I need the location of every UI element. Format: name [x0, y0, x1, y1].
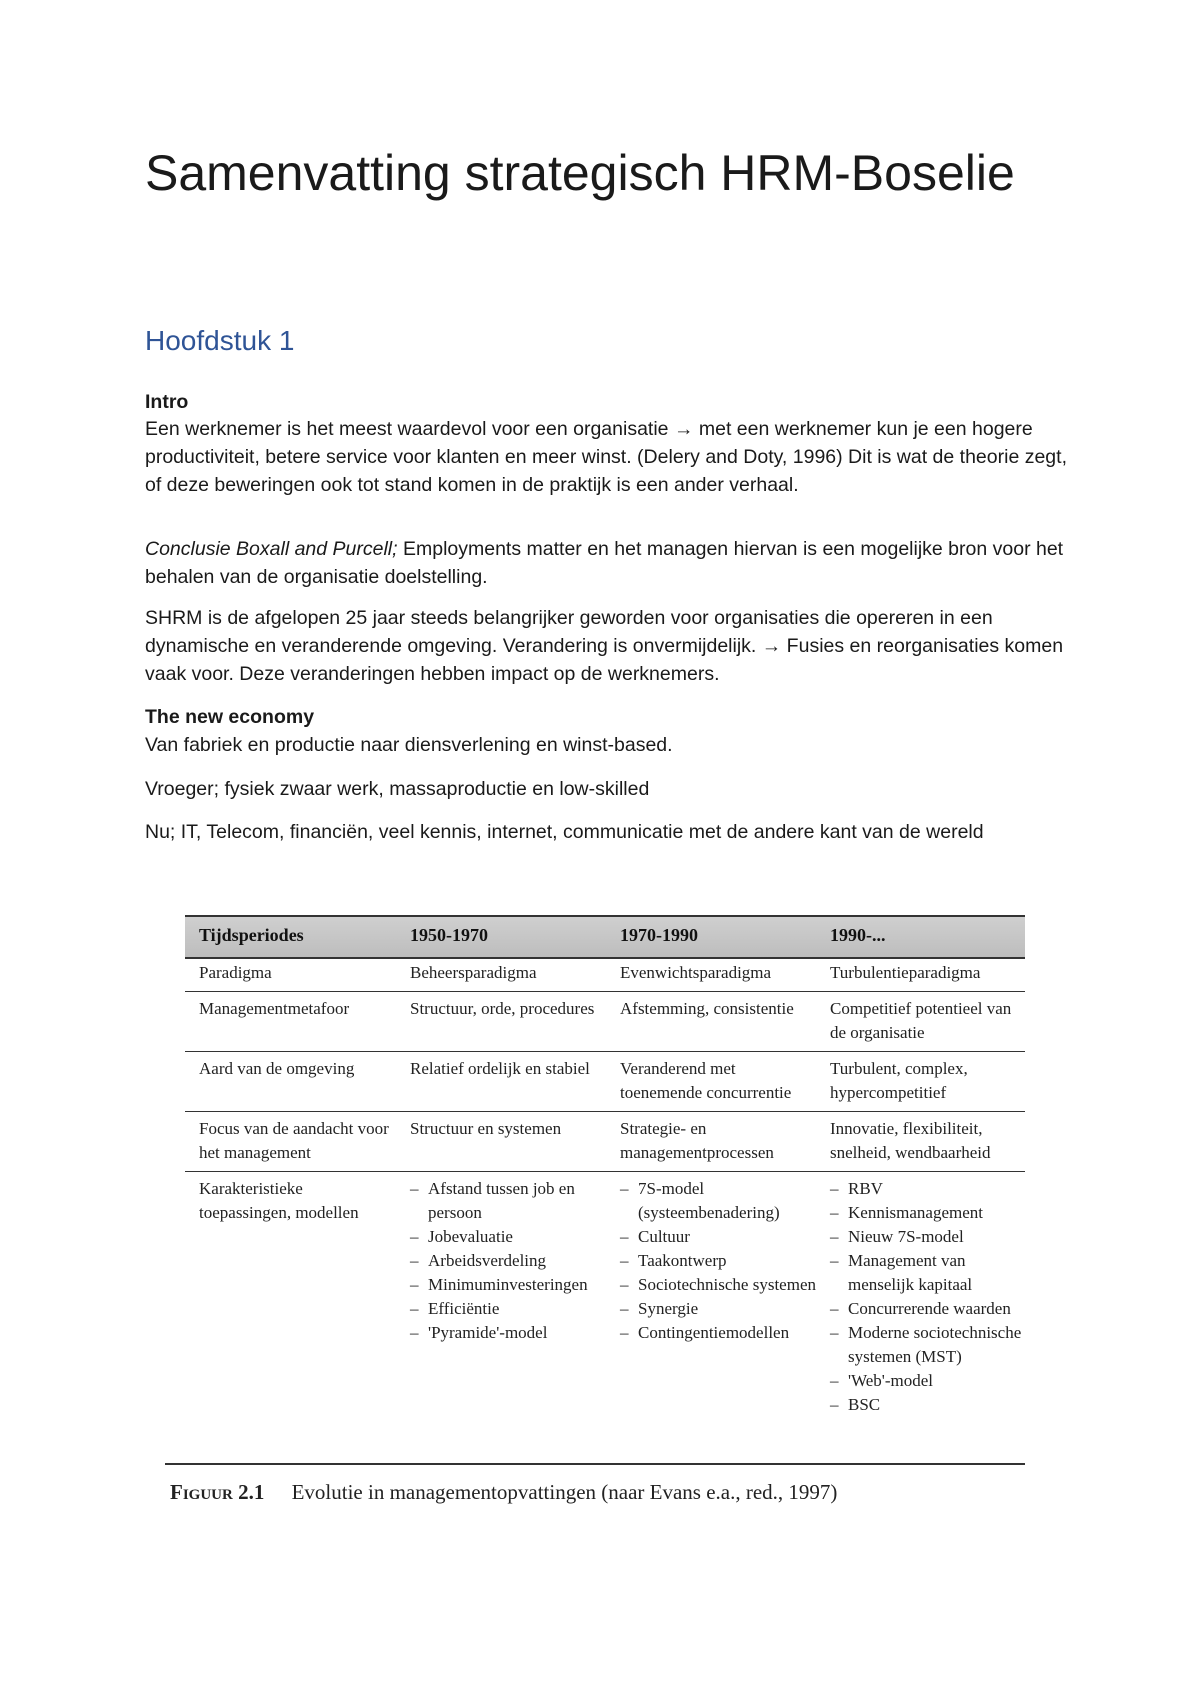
economy-paragraph-2: Vroeger; fysiek zwaar werk, massaproductie en low-skilled — [145, 778, 650, 800]
model-list-item: – BSC — [830, 1393, 1025, 1417]
model-list-item: – Kennismanagement — [830, 1201, 1025, 1225]
row-label: Paradigma — [199, 963, 272, 982]
table-divider — [185, 1171, 1025, 1172]
document-title: Samenvatting strategisch HRM-Boselie — [145, 145, 1015, 201]
model-list-item: – Moderne sociotechnische systemen (MST) — [830, 1321, 1025, 1369]
economy-heading: The new economy — [145, 706, 315, 728]
intro-paragraph-2-italic: Conclusie Boxall and Purcell; — [145, 538, 398, 560]
model-list-item: – RBV — [830, 1177, 1025, 1201]
model-list-item: – 'Web'-model — [830, 1369, 1025, 1393]
table-cell: Strategie- en managementprocessen — [620, 1119, 774, 1162]
intro-paragraph-1: Een werknemer is het meest waardevol voor een organisatie → met een werknemer kun je een hogere productiviteit, betere service voor klanten en meer winst. (Delery and Doty, 1996) Dit is wat de theorie zegt, of deze beweringen ook tot stand komen in de praktijk is een ander verhaal. — [145, 418, 1067, 496]
chapter-heading: Hoofdstuk 1 — [145, 325, 295, 356]
intro-paragraph-2 — [145, 535, 1075, 591]
figure-bottom-rule — [165, 1463, 1025, 1465]
figure-caption — [170, 1480, 837, 1505]
table-cell: Structuur, orde, procedures — [410, 999, 595, 1018]
figure-caption-label: Figuur 2.1 — [170, 1480, 265, 1504]
row-label: Karakteristieke toepassingen, modellen — [199, 1179, 359, 1222]
table-divider — [185, 1111, 1025, 1112]
models-list — [620, 1177, 820, 1345]
table-cell: Relatief ordelijk en stabiel — [410, 1059, 590, 1078]
models-list — [830, 1177, 1025, 1417]
model-list-item: – 'Pyramide'-model — [410, 1321, 610, 1345]
intro-paragraph-3: SHRM is de afgelopen 25 jaar steeds belangrijker geworden voor organisaties die opereren in een dynamische en veranderende omgeving. Verandering is onvermijdelijk. → Fusies en reorganisaties komen vaak voor. Deze veranderingen hebben impact op de werknemers. — [145, 607, 1064, 685]
table-cell: Evenwichtsparadigma — [620, 963, 772, 982]
header-1970-1990: 1970-1990 — [620, 925, 698, 945]
model-list-item: – Cultuur — [620, 1225, 820, 1249]
row-label: Managementmetafoor — [199, 999, 350, 1018]
intro-heading: Intro — [145, 391, 189, 413]
table-cell: Turbulentieparadigma — [830, 963, 981, 982]
header-periods: Tijdsperiodes — [199, 925, 304, 945]
model-list-item: – Efficiëntie — [410, 1297, 610, 1321]
applications-list-1970 — [620, 1177, 820, 1345]
figure-caption-text: Evolutie in managementopvattingen (naar Evans e.a., red., 1997) — [291, 1480, 838, 1504]
model-list-item: – Nieuw 7S-model — [830, 1225, 1025, 1249]
table-cell: Structuur en systemen — [410, 1119, 562, 1138]
table-cell: Beheersparadigma — [410, 963, 537, 982]
model-list-item: – Afstand tussen job en persoon — [410, 1177, 610, 1225]
table-divider — [185, 1051, 1025, 1052]
economy-paragraph-1: Van fabriek en productie naar diensverlening en winst-based. — [145, 734, 673, 756]
model-list-item: – 7S-model (systeembenadering) — [620, 1177, 820, 1225]
table-cell: Competitief potentieel van de organisatie — [830, 999, 1012, 1042]
table-cell: Innovatie, flexibiliteit, snelheid, wendbaarheid — [830, 1119, 991, 1162]
table-divider — [185, 991, 1025, 992]
header-1990: 1990-... — [830, 925, 886, 945]
model-list-item: – Management van menselijk kapitaal — [830, 1249, 1025, 1297]
model-list-item: – Contingentiemodellen — [620, 1321, 820, 1345]
figure-table-header — [185, 915, 1025, 959]
table-cell: Veranderend met toenemende concurrentie — [620, 1059, 792, 1102]
models-list — [410, 1177, 610, 1345]
model-list-item: – Arbeidsverdeling — [410, 1249, 610, 1273]
economy-paragraph-3: Nu; IT, Telecom, financiën, veel kennis, internet, communicatie met de andere kant van de wereld — [145, 821, 984, 843]
header-1950-1970: 1950-1970 — [410, 925, 488, 945]
model-list-item: – Concurrerende waarden — [830, 1297, 1025, 1321]
model-list-item: – Jobevaluatie — [410, 1225, 610, 1249]
row-label: Focus van de aandacht voor het management — [199, 1119, 389, 1162]
model-list-item: – Synergie — [620, 1297, 820, 1321]
table-cell: Turbulent, complex, hypercompetitief — [830, 1059, 968, 1102]
model-list-item: – Sociotechnische systemen — [620, 1273, 820, 1297]
applications-list-1950 — [410, 1177, 610, 1345]
row-label: Aard van de omgeving — [199, 1059, 355, 1078]
model-list-item: – Taakontwerp — [620, 1249, 820, 1273]
intro-paragraph-2-rest: Employments matter en het managen hiervan is een mogelijke bron voor het behalen van de organisatie doelstelling. — [145, 538, 1064, 588]
applications-list-1990 — [830, 1177, 1025, 1417]
model-list-item: – Minimuminvesteringen — [410, 1273, 610, 1297]
figure-management-evolution — [165, 915, 1045, 1515]
table-cell: Afstemming, consistentie — [620, 999, 794, 1018]
